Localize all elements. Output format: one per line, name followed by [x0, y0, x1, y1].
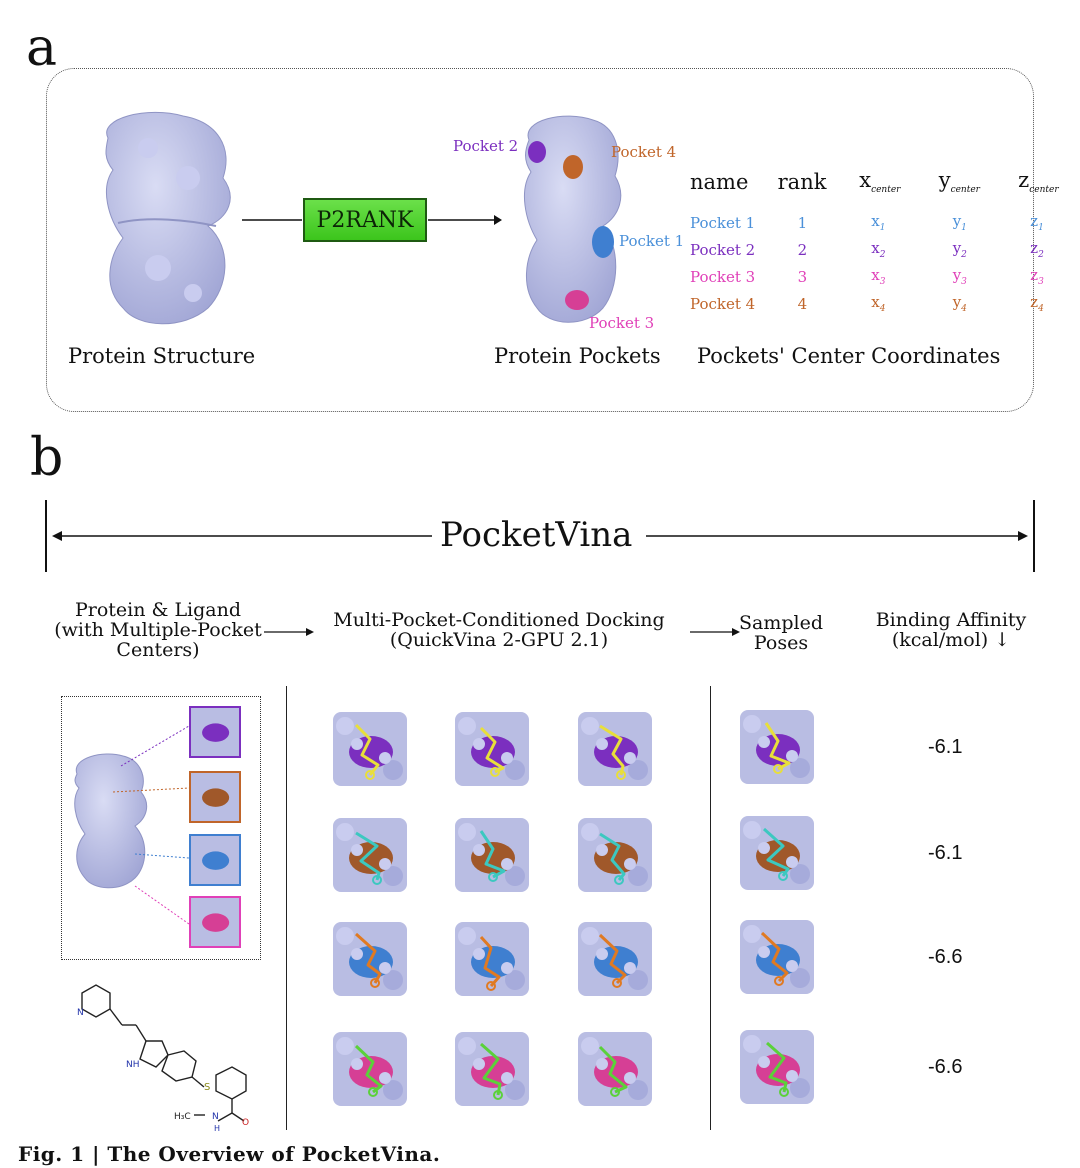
atom-h: H	[214, 1124, 221, 1133]
coord-name: Pocket 4	[690, 294, 756, 313]
coord-z: $z_4$	[1030, 293, 1044, 315]
panel-b-letter: b	[30, 428, 64, 488]
sampled-pose-thumb	[738, 918, 816, 996]
docking-sample-thumb	[576, 816, 654, 894]
docking-sample-thumb	[331, 920, 409, 998]
docking-sample-thumb	[576, 710, 654, 788]
ligand-structure	[62, 975, 262, 1133]
col-rank-header: rank	[777, 169, 827, 194]
separator-right	[710, 686, 711, 1130]
atom-n-pyridine: N	[77, 1008, 84, 1018]
docking-sample-thumb	[331, 816, 409, 894]
affinity-column-header: Binding Affinity (kcal/mol) ↓	[875, 609, 1027, 651]
atom-amide-n: N	[212, 1112, 219, 1122]
binding-affinity-value: -6.6	[928, 1056, 963, 1078]
atom-nh: NH	[126, 1060, 140, 1070]
coord-y: $y_2$	[952, 239, 967, 261]
coord-name: Pocket 2	[690, 240, 756, 259]
atom-methyl: H₃C	[174, 1112, 191, 1122]
pocket-4-label: Pocket 4	[611, 143, 677, 161]
coord-x: $x_4$	[871, 293, 886, 315]
pocket-2-label: Pocket 2	[453, 137, 519, 155]
docking-sample-thumb	[453, 1030, 531, 1108]
pocketvina-title: PocketVina	[440, 515, 633, 555]
pocket-zoom-3	[189, 834, 241, 886]
coord-name: Pocket 3	[690, 267, 756, 286]
pocket-coordinates-table	[690, 168, 1080, 317]
docking-sample-thumb	[331, 710, 409, 788]
coord-y: $y_4$	[952, 293, 967, 315]
sampled-pose-thumb	[738, 708, 816, 786]
docking-sample-thumb	[331, 1030, 409, 1108]
docking-sample-thumb	[576, 1030, 654, 1108]
coord-x: $x_1$	[871, 212, 886, 234]
sampled-pose-thumb	[738, 1028, 816, 1106]
coord-z: $z_1$	[1030, 212, 1044, 234]
coord-y: $y_1$	[952, 212, 967, 234]
protein-pockets-image	[515, 112, 625, 330]
col-x-header: $x_{center}$	[859, 168, 901, 196]
coord-z: $z_3$	[1030, 266, 1044, 288]
pocket-zoom-4	[189, 896, 241, 948]
binding-affinity-value: -6.1	[928, 842, 963, 864]
coord-rank: 4	[797, 294, 808, 313]
coord-rank: 1	[797, 213, 808, 232]
coord-row	[690, 209, 1080, 236]
docking-sample-thumb	[453, 920, 531, 998]
binding-affinity-value: -6.1	[928, 736, 963, 758]
coord-x: $x_3$	[871, 266, 886, 288]
panel-a-letter: a	[26, 18, 58, 78]
coordinates-caption: Pockets' Center Coordinates	[697, 344, 1001, 368]
p2rank-box: P2RANK	[303, 198, 427, 242]
poses-column-header: Sampled Poses	[738, 612, 823, 654]
input-column-header: Protein & Ligand (with Multiple-Pocket Centers)	[54, 599, 262, 661]
coord-rank: 3	[797, 267, 808, 286]
col-name-header: name	[690, 169, 749, 194]
coord-name: Pocket 1	[690, 213, 756, 232]
coord-y: $y_3$	[952, 266, 967, 288]
coord-x: $x_2$	[871, 239, 886, 261]
docking-sample-thumb	[453, 816, 531, 894]
col-y-header: $y_{center}$	[938, 168, 980, 196]
sampled-pose-thumb	[738, 814, 816, 892]
coord-row	[690, 290, 1080, 317]
protein-pockets-caption: Protein Pockets	[494, 344, 661, 368]
coord-rank: 2	[797, 240, 808, 259]
atom-o: O	[242, 1118, 250, 1128]
protein-structure-caption: Protein Structure	[68, 344, 256, 368]
arrow-input-to-docking	[264, 627, 314, 637]
col-z-header: $z_{center}$	[1018, 168, 1059, 196]
docking-sample-thumb	[453, 710, 531, 788]
pocket-zoom-2	[189, 771, 241, 823]
pocket-3-label: Pocket 3	[589, 314, 655, 332]
docking-sample-thumb	[576, 920, 654, 998]
pocket-zoom-1	[189, 706, 241, 758]
figure-caption: Fig. 1 | The Overview of PocketVina.	[18, 1142, 441, 1166]
pocket-1-label: Pocket 1	[619, 232, 685, 250]
coord-z: $z_2$	[1030, 239, 1044, 261]
binding-affinity-value: -6.6	[928, 946, 963, 968]
docking-column-header: Multi-Pocket-Conditioned Docking (QuickVina 2-GPU 2.1)	[333, 609, 665, 651]
coord-row	[690, 263, 1080, 290]
atom-s: S	[204, 1082, 211, 1093]
protein-structure-image	[88, 108, 238, 330]
coord-row	[690, 236, 1080, 263]
separator-left	[286, 686, 287, 1130]
